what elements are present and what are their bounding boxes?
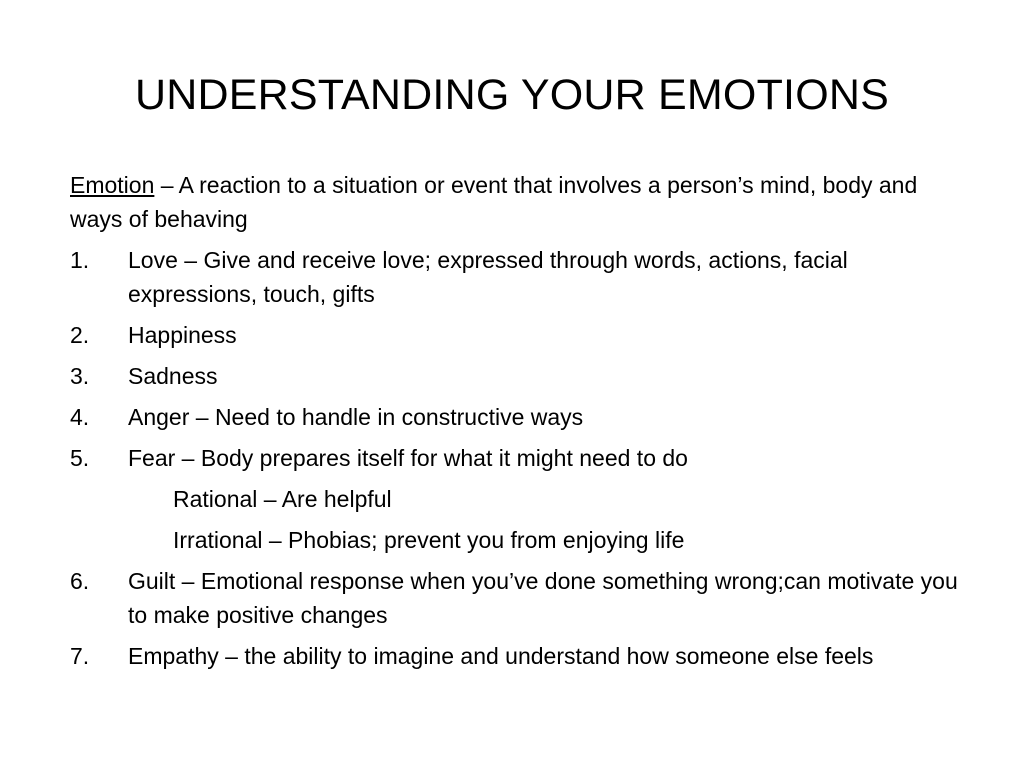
fear-subitem-irrational: Irrational – Phobias; prevent you from enjoying life	[173, 527, 685, 553]
list-number: 1.	[70, 247, 90, 273]
list-number: 5.	[70, 445, 90, 471]
list-text: Fear – Body prepares itself for what it might need to do	[128, 445, 688, 471]
list-item-love	[70, 243, 960, 311]
slide-body	[70, 168, 960, 680]
list-text: Empathy – the ability to imagine and understand how someone else feels	[128, 643, 874, 669]
list-text: Happiness	[128, 322, 237, 348]
list-number: 6.	[70, 568, 90, 594]
list-text: Guilt – Emotional response when you’ve done something wrong;can motivate you to make positive changes	[128, 568, 958, 628]
list-number: 4.	[70, 404, 90, 430]
list-item-happiness	[70, 318, 960, 352]
list-item-sadness	[70, 359, 960, 393]
slide-title: UNDERSTANDING YOUR EMOTIONS	[135, 71, 889, 119]
list-number: 3.	[70, 363, 90, 389]
definition-term: Emotion	[70, 172, 155, 198]
list-item-fear	[70, 441, 960, 475]
list-item-empathy	[70, 639, 960, 673]
list-text: Sadness	[128, 363, 218, 389]
list-text: Love – Give and receive love; expressed through words, actions, facial expressions, touch, gifts	[128, 247, 848, 307]
list-number: 2.	[70, 322, 90, 348]
definition-text: – A reaction to a situation or event that involves a person’s mind, body and ways of behaving	[70, 172, 918, 232]
emotion-definition	[70, 168, 960, 236]
list-item-anger	[70, 400, 960, 434]
list-text: Anger – Need to handle in constructive ways	[128, 404, 584, 430]
fear-subitem-rational: Rational – Are helpful	[173, 486, 392, 512]
list-item-guilt	[70, 564, 960, 632]
list-number: 7.	[70, 643, 90, 669]
